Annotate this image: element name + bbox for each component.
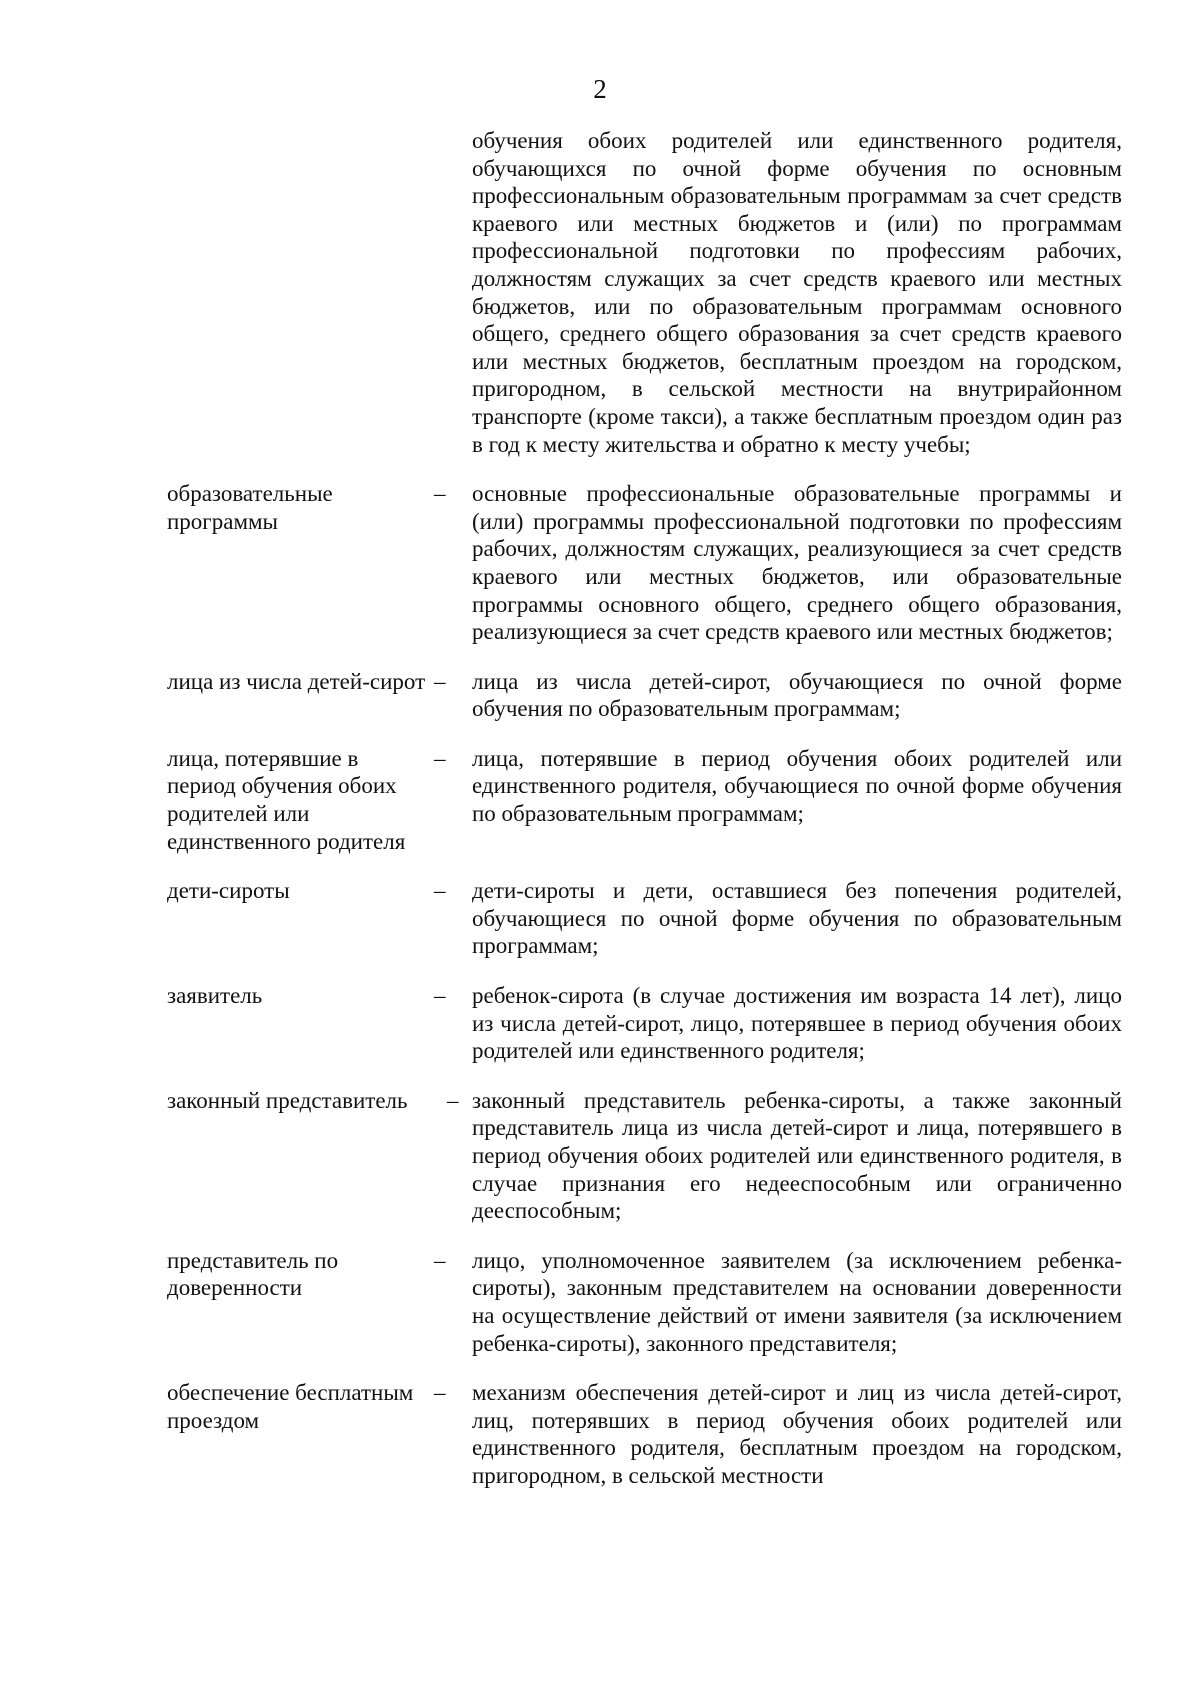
definition-text: лица, потерявшие в период обучения обоих родителей или единственного родителя, обучающиеся по очной форме обучения по образовательным программам; bbox=[472, 745, 1122, 827]
definition-legal-representative bbox=[167, 1087, 1122, 1225]
definition-orphan-category-persons bbox=[167, 668, 1122, 723]
definition-dash: – bbox=[434, 745, 446, 771]
definition-term: лица из числа детей-сирот bbox=[167, 668, 426, 694]
definition-dash: – bbox=[434, 1380, 446, 1406]
definition-proxy-representative bbox=[167, 1247, 1122, 1357]
definition-dash: – bbox=[447, 1087, 459, 1113]
definition-term: обеспечение бесплатным проездом bbox=[167, 1380, 414, 1433]
definition-educational-programs bbox=[167, 480, 1122, 646]
continuation-paragraph: обучения обоих родителей или единственного родителя, обучающихся по очной форме обучения по основным профессиональным образовательным программам за счет средств краевого или местных бюджетов и (или) по программам профессиональной подготовки по профессиям рабочих, должностям служащих за счет средств краевого или местных бюджетов, или по образовательным программам основного общего, среднего общего образования за счет средств краевого или местных бюджетов, бесплатным проездом на городском, пригородном, в сельской местности на внутрирайонном транспорте (кроме такси), а также бесплатным проездом один раз в год к месту жительства и обратно к месту учебы; bbox=[472, 128, 1122, 457]
definition-text: законный представитель ребенка-сироты, а также законный представитель лица из числа детей-сирот и лица, потерявшего в период обучения обоих родителей или единственного родителя, в случае признания его недееспособным или ограниченно дееспособным; bbox=[472, 1087, 1122, 1224]
definition-text: механизм обеспечения детей-сирот и лиц из числа детей-сирот, лиц, потерявших в период обучения обоих родителей или единственного родителя, бесплатным проездом на городском, пригородном, в сельской местности bbox=[472, 1380, 1122, 1488]
definition-orphans bbox=[167, 877, 1122, 960]
definition-dash: – bbox=[434, 983, 446, 1009]
page-number: 2 bbox=[593, 74, 607, 104]
definition-term: образовательные программы bbox=[167, 481, 333, 534]
definition-dash: – bbox=[434, 668, 446, 694]
definition-applicant bbox=[167, 982, 1122, 1065]
definition-term: представитель по доверенности bbox=[167, 1247, 339, 1301]
definition-text: ребенок-сирота (в случае достижения им возраста 14 лет), лицо из числа детей-сирот, лицо, потерявшее в период обучения обоих родителей или единственного родителя; bbox=[472, 983, 1122, 1064]
definition-persons-lost-parents bbox=[167, 745, 1122, 855]
definition-free-travel-provision bbox=[167, 1379, 1122, 1489]
definition-text: дети-сироты и дети, оставшиеся без попечения родителей, обучающиеся по очной форме обучения по образовательным программам; bbox=[472, 878, 1122, 959]
definition-dash: – bbox=[434, 481, 446, 507]
definition-text: лица из числа детей-сирот, обучающиеся по очной форме обучения по образовательным программам; bbox=[472, 668, 1122, 722]
definition-term: законный представитель bbox=[167, 1087, 408, 1113]
definition-term: заявитель bbox=[167, 983, 263, 1009]
document-body bbox=[167, 127, 1122, 1490]
definition-term: дети-сироты bbox=[167, 878, 290, 904]
definition-dash: – bbox=[434, 878, 446, 904]
definition-term: лица, потерявшие в период обучения обоих родителей или единственного родителя bbox=[167, 745, 406, 854]
definition-text: основные профессиональные образовательные программы и (или) программы профессиональной подготовки по профессиям рабочих, должностям служащих, реализующиеся за счет средств краевого или местных бюджетов, или образовательные программы основного общего, среднего общего образования, реализующиеся за счет средств краевого или местных бюджетов; bbox=[472, 481, 1122, 645]
definition-text: лицо, уполномоченное заявителем (за исключением ребенка-сироты), законным представителем на основании доверенности на осуществление действий от имени заявителя (за исключением ребенка-сироты), законного представителя; bbox=[472, 1247, 1122, 1356]
definition-dash: – bbox=[434, 1247, 446, 1273]
